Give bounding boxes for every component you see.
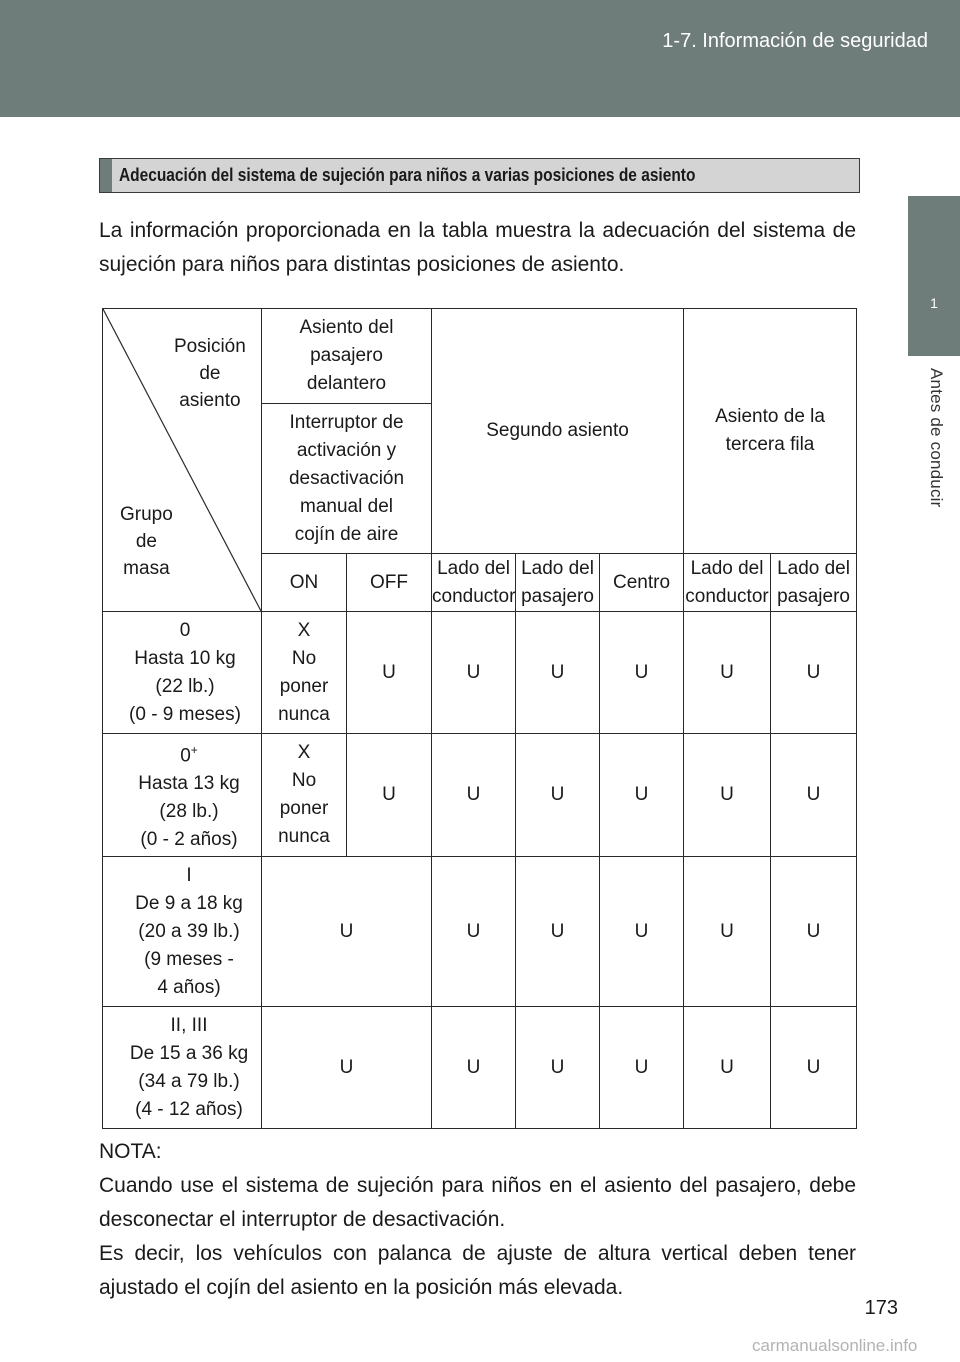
table-row — [103, 734, 857, 857]
front-cell: U — [262, 1007, 432, 1129]
group-head: 0 — [180, 745, 191, 767]
group-label: I De 9 a 18 kg (20 a 39 lb.) (9 meses - 4 años) — [135, 864, 243, 998]
value-cell: U — [432, 857, 516, 1007]
value-cell: U — [347, 734, 432, 857]
value-cell: U — [432, 612, 516, 734]
sub-header-third-driver: Lado del conductor — [684, 554, 771, 612]
value-cell: U — [516, 1007, 600, 1129]
group-label: II, III De 15 a 36 kg (34 a 79 lb.) (4 - 12 años) — [129, 1014, 249, 1120]
value-cell: U — [432, 734, 516, 857]
value-cell: U — [771, 857, 857, 1007]
compatibility-table — [102, 308, 857, 1129]
table-row — [103, 612, 857, 734]
value-cell: U — [684, 857, 771, 1007]
section-heading — [99, 158, 860, 193]
table-row — [103, 857, 857, 1007]
group-detail: Hasta 13 kg (28 lb.) (0 - 2 años) — [138, 773, 240, 851]
front-cell: U — [262, 857, 432, 1007]
sub-header-third-passenger: Lado del pasajero — [771, 554, 857, 612]
group-superscript: + — [190, 742, 198, 757]
value-cell: U — [600, 734, 684, 857]
note-label: NOTA: — [99, 1140, 162, 1163]
sub-header-second-center: Centro — [600, 554, 684, 612]
value-cell: U — [771, 1007, 857, 1129]
group-cell — [103, 612, 262, 734]
note-paragraph-2: Es decir, los vehículos con palanca de ajuste de altura vertical deben tener ajustado el cojín del asiento en la posición más elevada. — [99, 1242, 856, 1299]
value-cell: U — [516, 734, 600, 857]
group-label: 0 Hasta 10 kg (22 lb.) (0 - 9 meses) — [129, 619, 241, 725]
table-row — [103, 1007, 857, 1129]
sub-header-off: OFF — [347, 554, 432, 612]
sub-header-second-passenger: Lado del pasajero — [516, 554, 600, 612]
sub-header-on: ON — [262, 554, 347, 612]
group-cell — [103, 1007, 262, 1129]
value-cell: U — [600, 1007, 684, 1129]
group-label — [103, 736, 261, 854]
value-cell: U — [600, 857, 684, 1007]
value-cell: U — [684, 734, 771, 857]
front-on-cell: X No poner nunca — [262, 612, 347, 734]
value-cell: U — [347, 612, 432, 734]
value-cell: U — [600, 612, 684, 734]
col-header-third-row: Asiento de la tercera fila — [684, 309, 857, 554]
heading-marker — [100, 159, 112, 192]
value-cell: U — [516, 612, 600, 734]
note-paragraph-1: Cuando use el sistema de sujeción para niños en el asiento del pasajero, debe desconectar el interruptor de desactivación. — [99, 1174, 856, 1231]
front-on-cell: X No poner nunca — [262, 734, 347, 857]
section-label: 1-7. Información de seguridad — [662, 30, 928, 52]
chapter-tab — [908, 196, 960, 356]
col-header-second-seat: Segundo asiento — [432, 309, 684, 554]
group-cell — [103, 734, 262, 857]
value-cell: U — [684, 612, 771, 734]
sub-header-second-driver: Lado del conductor — [432, 554, 516, 612]
page-number: 173 — [864, 1297, 898, 1319]
note-block — [99, 1135, 856, 1305]
value-cell: U — [432, 1007, 516, 1129]
value-cell: U — [516, 857, 600, 1007]
corner-label-position: Posición de asiento — [174, 336, 246, 411]
chapter-number: 1 — [930, 295, 938, 311]
corner-header-cell — [103, 309, 262, 612]
corner-label-group: Grupo de masa — [120, 504, 173, 579]
header-band — [0, 0, 960, 117]
section-heading-text: Adecuación del sistema de sujeción para niños a varias posiciones de asiento — [119, 165, 696, 185]
value-cell: U — [771, 612, 857, 734]
group-cell — [103, 857, 262, 1007]
value-cell: U — [771, 734, 857, 857]
col-header-airbag-switch: Interruptor de activación y desactivación manual del cojín de aire — [262, 404, 432, 554]
chapter-label: Antes de conducir — [927, 368, 946, 508]
value-cell: U — [684, 1007, 771, 1129]
intro-paragraph: La información proporcionada en la tabla muestra la adecuación del sistema de sujeción para niños para distintas posiciones de asiento. — [99, 219, 856, 276]
col-header-front-seat: Asiento del pasajero delantero — [262, 309, 432, 404]
watermark: carmanualsonline.info — [752, 1336, 918, 1355]
